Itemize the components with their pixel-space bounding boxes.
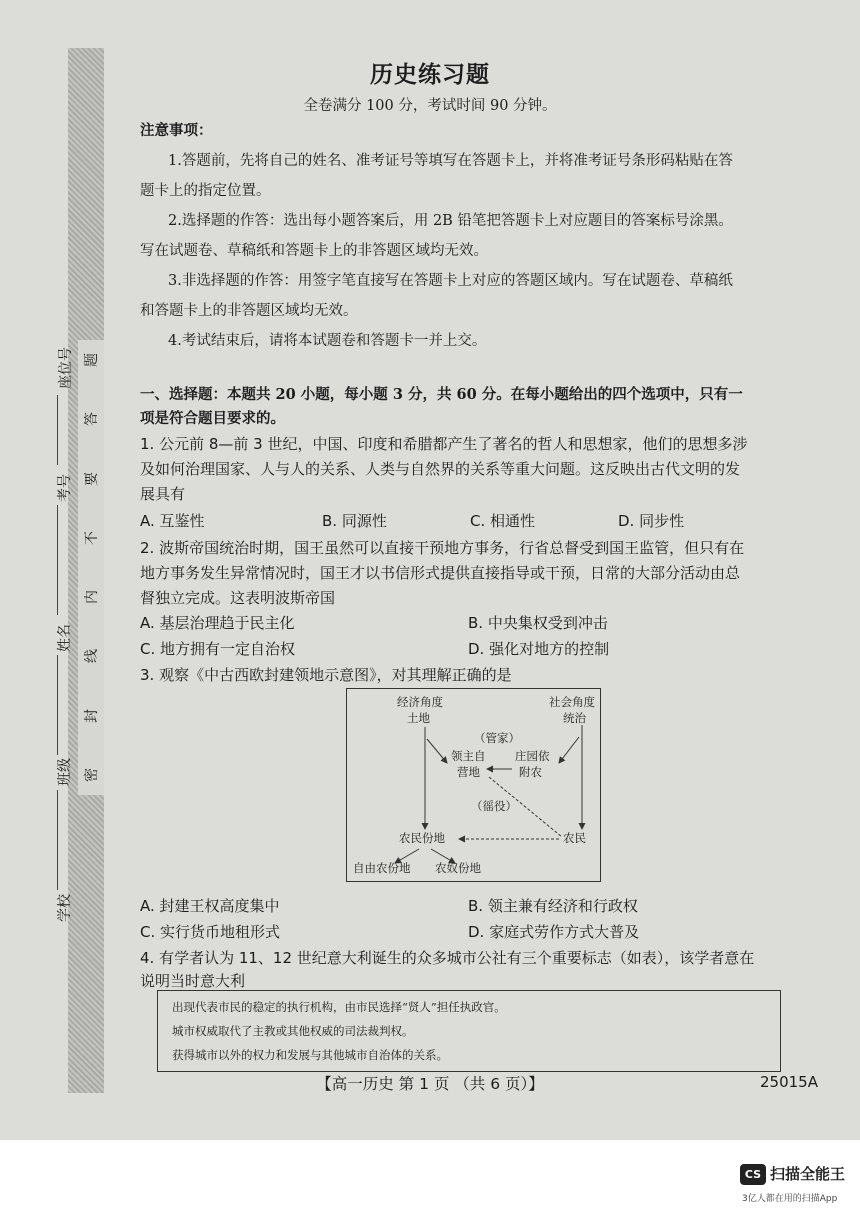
question-1-line: 及如何治理国家、人与人的关系、人类与自然界的关系等重大问题。这反映出古代文明的发	[140, 460, 741, 478]
diagram-label: 农奴份地	[435, 861, 481, 875]
note-line: 2.选择题的作答：选出每小题答案后，用 2B 铅笔把答题卡上对应题目的答案标号涂黑。	[168, 213, 733, 229]
note-line: 1.答题前，先将自己的姓名、准考证号等填写在答题卡上，并将准考证号条形码粘贴在答	[168, 153, 733, 169]
q1-option-b: B. 同源性	[322, 512, 387, 530]
diagram-label: 庄园依	[515, 749, 550, 763]
q2-option-d: D. 强化对地方的控制	[468, 640, 610, 658]
q2-option-c: C. 地方拥有一定自治权	[140, 640, 296, 658]
note-line: 题卡上的指定位置。	[140, 183, 271, 199]
seal-char: 不	[84, 530, 100, 545]
note-line: 和答题卡上的非答题区域均无效。	[140, 303, 358, 319]
page-footer: 【高一历史 第 1 页 （共 6 页）】	[316, 1075, 544, 1093]
question-4-line: 说明当时意大利	[140, 972, 246, 990]
seal-char: 线	[84, 649, 100, 664]
diagram-label: 土地	[407, 711, 430, 725]
camscanner-name: 扫描全能王	[770, 1165, 846, 1183]
q1-option-c: C. 相通性	[470, 512, 536, 530]
question-4-line: 4. 有学者认为 11、12 世纪意大利诞生的众多城市公社有三个重要标志（如表），该学者意在	[140, 949, 755, 967]
diagram-label: 自由农份地	[353, 861, 411, 875]
field-line	[57, 655, 58, 755]
table-row: 城市权威取代了主教或其他权威的司法裁判权。	[172, 1024, 414, 1038]
camscanner-tagline: 3亿人都在用的扫描App	[742, 1194, 838, 1204]
diagram-label: （徭役）	[471, 799, 517, 813]
section-heading: 项是符合题目要求的。	[140, 410, 285, 427]
diagram-label: 经济角度	[397, 695, 443, 709]
question-1-line: 1. 公元前 8—前 3 世纪，中国、印度和希腊都产生了著名的哲人和思想家，他们的思想多涉	[140, 435, 748, 453]
table-row: 获得城市以外的权力和发展与其他城市自治体的关系。	[172, 1048, 448, 1062]
class-field: 班级	[57, 758, 73, 786]
exam-number-field: 考号	[57, 474, 73, 502]
note-line: 3.非选择题的作答：用签字笔直接写在答题卡上对应的答题区域内。写在试题卷、草稿纸	[168, 273, 733, 289]
school-field: 学校	[57, 894, 73, 922]
question-2-line: 地方事务发生异常情况时，国王才以书信形式提供直接指导或干预，日常的大部分活动由总	[140, 564, 741, 582]
q4-table	[157, 990, 781, 1072]
question-2-line: 督独立完成。这表明波斯帝国	[140, 589, 336, 607]
seal-char: 要	[84, 471, 100, 486]
seat-number-field: 座位号	[58, 347, 74, 389]
question-2-line: 2. 波斯帝国统治时期，国王虽然可以直接干预地方事务，行省总督受到国王监管，但只有在	[140, 539, 745, 557]
diagram-label: （管家）	[474, 731, 520, 745]
question-3-stem: 3. 观察《中古西欧封建领地示意图》，对其理解正确的是	[140, 666, 512, 684]
seal-char: 封	[84, 708, 100, 723]
q2-option-a: A. 基层治理趋于民主化	[140, 614, 295, 632]
q3-option-c: C. 实行货币地租形式	[140, 923, 281, 941]
seal-char: 题	[84, 353, 100, 367]
feudal-manor-diagram	[346, 688, 601, 882]
diagram-label: 营地	[457, 765, 480, 779]
table-row: 出现代表市民的稳定的执行机构，由市民选择“贤人”担任执政官。	[172, 1000, 506, 1014]
q3-option-d: D. 家庭式劳作方式大普及	[468, 923, 640, 941]
field-line	[57, 395, 58, 465]
diagram-label: 农民	[563, 831, 586, 845]
diagram-label: 统治	[563, 711, 586, 725]
name-field: 姓名	[57, 624, 73, 652]
paper-code: 25015A	[760, 1073, 818, 1091]
note-line: 4.考试结束后，请将本试题卷和答题卡一并上交。	[168, 333, 487, 349]
section-heading: 一、选择题：本题共 20 小题，每小题 3 分，共 60 分。在每小题给出的四个选项中，只有一	[140, 386, 743, 403]
seal-char: 密	[84, 767, 100, 782]
field-line	[57, 505, 58, 615]
seal-char: 内	[84, 590, 100, 605]
diagram-label: 社会角度	[549, 695, 595, 709]
note-line: 写在试题卷、草稿纸和答题卡上的非答题区域均无效。	[140, 243, 488, 259]
seal-char: 答	[84, 412, 100, 427]
q1-option-d: D. 同步性	[618, 512, 685, 530]
exam-title: 历史练习题	[370, 61, 490, 88]
diagram-label: 农民份地	[399, 831, 445, 845]
q1-option-a: A. 互鉴性	[140, 512, 205, 530]
q3-option-a: A. 封建王权高度集中	[140, 897, 280, 915]
notes-heading: 注意事项：	[140, 122, 213, 139]
diagram-label: 附农	[519, 765, 542, 779]
diagram-label: 领主自	[451, 749, 486, 763]
question-1-line: 展具有	[140, 485, 186, 503]
field-line	[57, 790, 58, 890]
q3-option-b: B. 领主兼有经济和行政权	[468, 897, 638, 915]
seal-line-box	[78, 340, 104, 795]
exam-subtitle: 全卷满分 100 分，考试时间 90 分钟。	[303, 98, 557, 114]
camscanner-logo: CS	[740, 1164, 766, 1185]
q2-option-b: B. 中央集权受到冲击	[468, 614, 608, 632]
